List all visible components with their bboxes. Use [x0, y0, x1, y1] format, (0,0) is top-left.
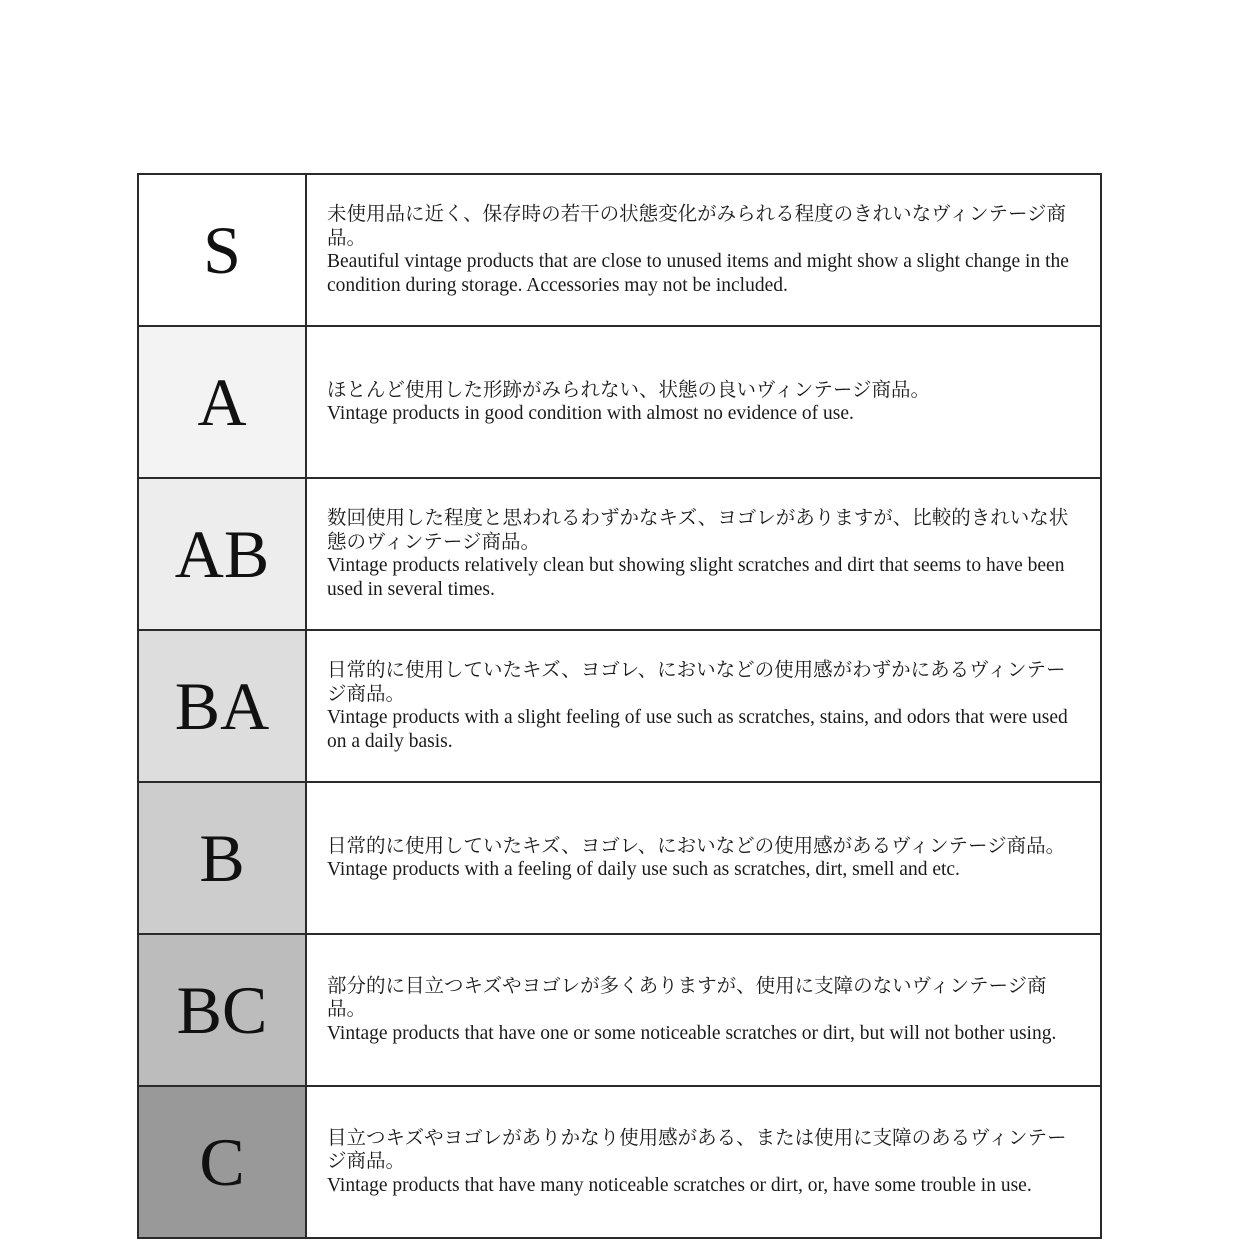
description-english: Vintage products that have one or some noticeable scratches or dirt, but will not bother using. [327, 1022, 1057, 1044]
condition-grade-table [137, 173, 1102, 1239]
table-row [138, 630, 1101, 782]
description-english: Vintage products with a slight feeling of use such as scratches, stains, and odors that were used on a daily basis. [327, 707, 1068, 752]
grade-cell: A [138, 326, 306, 478]
table-row [138, 478, 1101, 630]
table-row [138, 1086, 1101, 1238]
description-english: Vintage products in good condition with almost no evidence of use. [327, 403, 854, 424]
description-english: Vintage products with a feeling of daily use such as scratches, dirt, smell and etc. [327, 859, 960, 880]
description-cell [306, 326, 1101, 478]
description-cell [306, 1086, 1101, 1238]
description-english: Vintage products relatively clean but showing slight scratches and dirt that seems to have been used in several times. [327, 555, 1065, 600]
grade-cell: BA [138, 630, 306, 782]
description-cell [306, 174, 1101, 326]
description-english: Vintage products that have many noticeable scratches or dirt, or, have some trouble in use. [327, 1174, 1032, 1196]
grade-cell: S [138, 174, 306, 326]
table-row [138, 326, 1101, 478]
description-cell [306, 782, 1101, 934]
table-row [138, 934, 1101, 1086]
description-cell [306, 934, 1101, 1086]
description-japanese: 数回使用した程度と思われるわずかなキズ、ヨゴレがありますが、比較的きれいな状態のヴィンテージ商品。 [327, 508, 1069, 553]
grade-cell: C [138, 1086, 306, 1238]
table-row [138, 174, 1101, 326]
description-cell [306, 630, 1101, 782]
description-cell [306, 478, 1101, 630]
description-japanese: ほとんど使用した形跡がみられない、状態の良いヴィンテージ商品。 [327, 379, 930, 401]
description-japanese: 目立つキズやヨゴレがありかなり使用感がある、または使用に支障のあるヴィンテージ商品。 [327, 1127, 1067, 1173]
grade-cell: BC [138, 934, 306, 1086]
description-english: Beautiful vintage products that are close to unused items and might show a slight change in the condition during storage. Accessories may not be included. [327, 251, 1069, 296]
description-japanese: 日常的に使用していたキズ、ヨゴレ、においなどの使用感がわずかにあるヴィンテージ商品。 [327, 660, 1066, 705]
grade-cell: AB [138, 478, 306, 630]
description-japanese: 部分的に目立つキズやヨゴレが多くありますが、使用に支障のないヴィンテージ商品。 [327, 975, 1047, 1021]
grade-cell: B [138, 782, 306, 934]
description-japanese: 日常的に使用していたキズ、ヨゴレ、においなどの使用感があるヴィンテージ商品。 [327, 835, 1066, 857]
table-row [138, 782, 1101, 934]
description-japanese: 未使用品に近く、保存時の若干の状態変化がみられる程度のきれいなヴィンテージ商品。 [327, 204, 1067, 249]
